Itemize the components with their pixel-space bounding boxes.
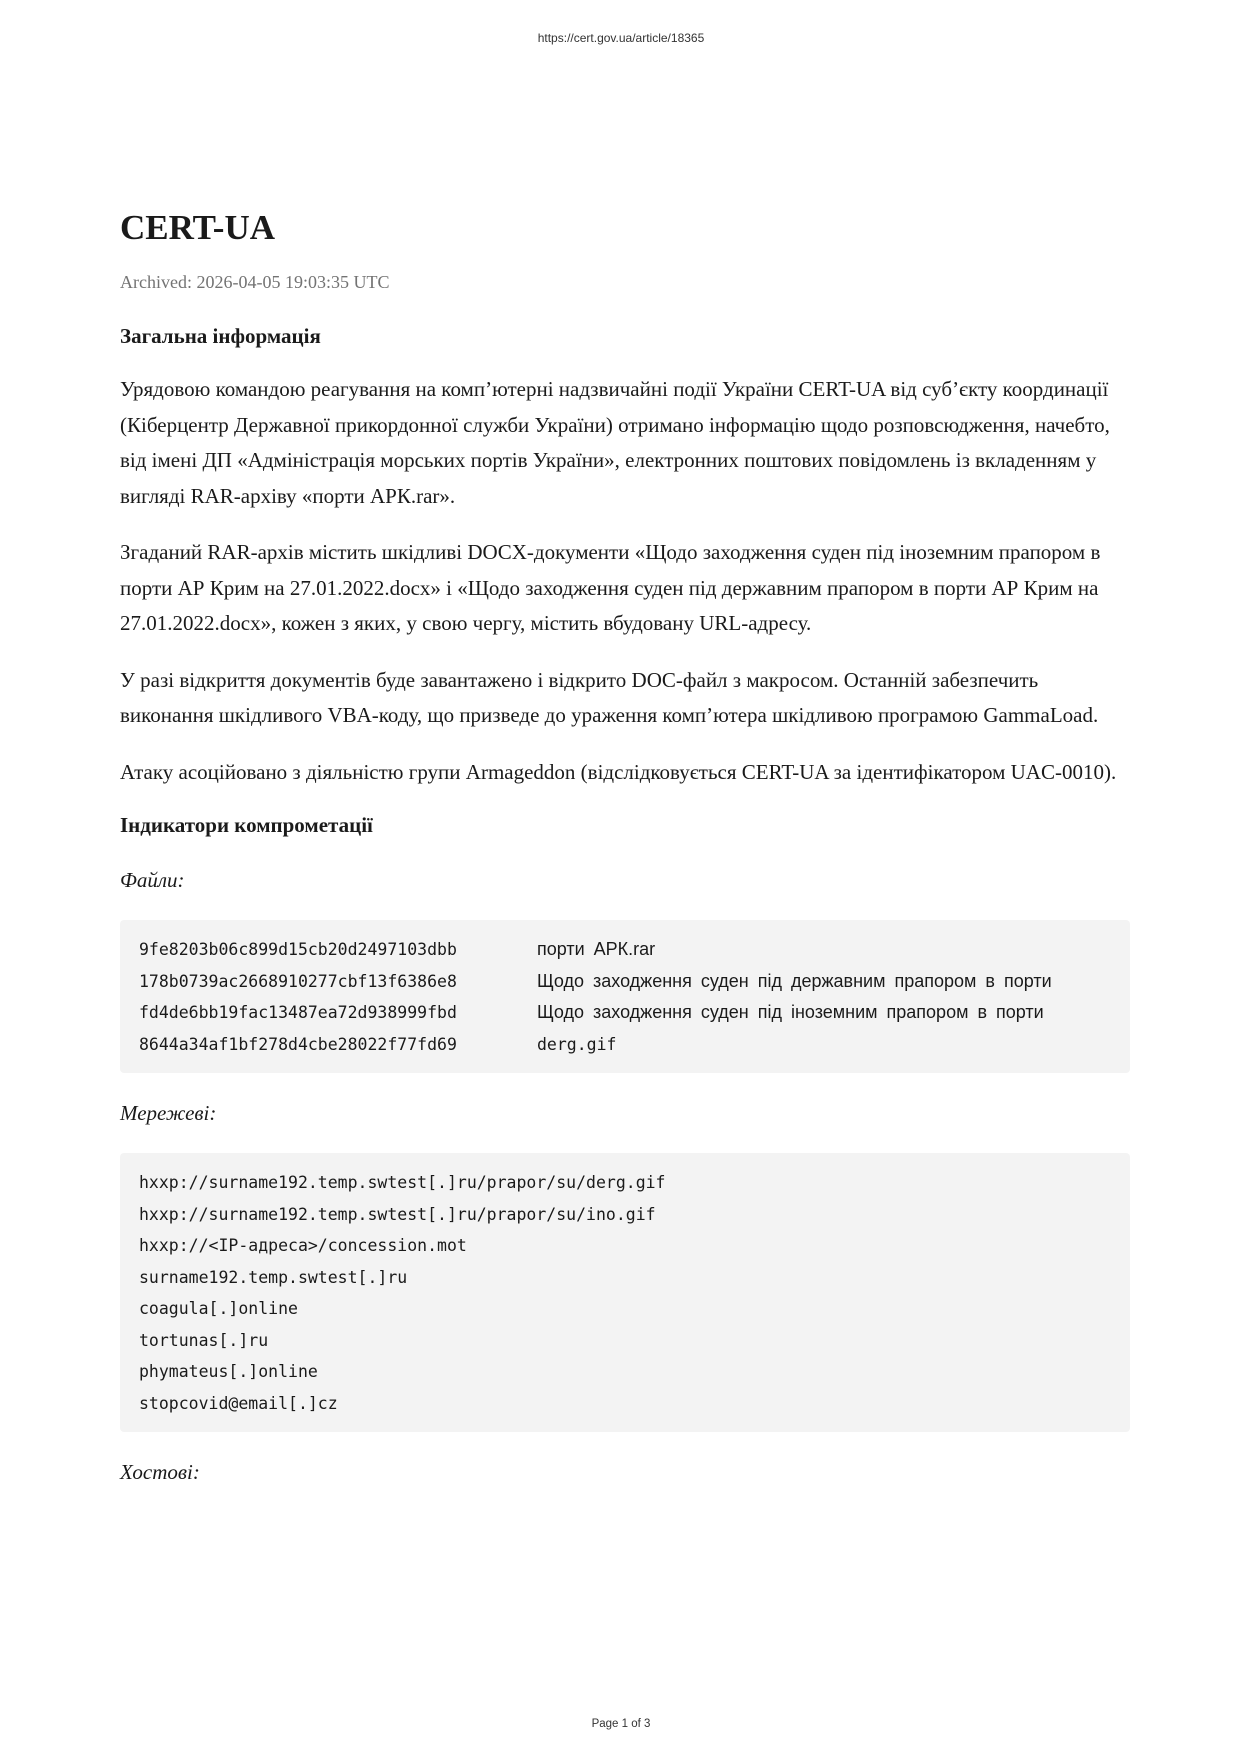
file-row <box>139 997 1130 1029</box>
network-line: hxxp://surname192.temp.swtest[.]ru/prapor/su/ino.gif <box>139 1204 656 1224</box>
paragraph: Атаку асоційовано з діяльністю групи Armageddon (відслідковується CERT-UA за ідентифікатором UAC-0010). <box>120 759 1117 784</box>
page-url: https://cert.gov.ua/article/18365 <box>537 31 705 45</box>
file-hash: fd4de6bb19fac13487ea72d938999fbd <box>139 1003 457 1022</box>
network-label: Мережеві: <box>120 1101 217 1125</box>
files-code-block <box>120 920 1130 1073</box>
network-line: hxxp://surname192.temp.swtest[.]ru/prapor/su/derg.gif <box>139 1173 666 1192</box>
page-title: CERT-UA <box>120 208 276 247</box>
file-row <box>139 1029 1130 1061</box>
files-label: Файли: <box>120 868 185 892</box>
article <box>120 208 1130 1486</box>
file-hash: 8644a34af1bf278d4cbe28022f77fd69 <box>139 1034 457 1054</box>
network-line: stopcovid@email[.]cz <box>139 1393 338 1413</box>
section-heading-ioc: Індикатори компрометації <box>120 813 373 837</box>
archived-timestamp: Archived: 2026-04-05 19:03:35 UTC <box>120 272 390 292</box>
file-name: Щодо заходження суден під іноземним прапором в порти <box>537 1002 1044 1022</box>
section-heading-general: Загальна інформація <box>120 324 321 348</box>
paragraph: У разі відкриття документів буде завантажено і відкрито DOC-файл з макросом. Останній забезпечить виконання шкідливого VBA-коду, що призведе до ураження комп’ютера шкідливою програмою GammaLoad. <box>120 667 1099 727</box>
page-number: Page 1 of 3 <box>591 1718 651 1730</box>
file-hash: 178b0739ac2668910277cbf13f6386e8 <box>139 971 457 991</box>
network-line: tortunas[.]ru <box>139 1330 269 1350</box>
network-line: phymateus[.]online <box>139 1362 318 1381</box>
network-line: hxxp://<IP-адреса>/concession.mot <box>139 1236 467 1255</box>
paragraph: Урядовою командою реагування на комп’ютерні надзвичайні події України CERT-UA від суб’єкту координації (Кіберцентр Державної прикордонної служби України) отримано інформацію щодо розповсюдження, начебто, від імені ДП «Адміністрація морських портів України», електронних поштових повідомлень із вкладенням у вигляді RAR-архіву «порти АРК.rar». <box>120 377 1110 508</box>
file-row <box>139 966 1130 998</box>
network-line: coagula[.]online <box>139 1299 298 1318</box>
file-hash: 9fe8203b06c899d15cb20d2497103dbb <box>139 940 457 959</box>
network-indicators <box>120 1153 1130 1432</box>
paragraph: Згаданий RAR-архів містить шкідливі DOCX-документи «Щодо заходження суден під іноземним прапором в порти АР Крим на 27.01.2022.docx» і «Щодо заходження суден під державним прапором в порти АР Крим на 27.01.2022.docx», кожен з яких, у свою чергу, містить вбудовану URL-адресу. <box>120 540 1101 635</box>
host-label: Хостові: <box>120 1460 200 1484</box>
network-code-block <box>120 1153 1130 1432</box>
file-row <box>139 934 1130 966</box>
file-name: Щодо заходження суден під державним прапором в порти <box>537 970 1052 991</box>
file-name: derg.gif <box>537 1034 617 1054</box>
file-name: порти АРК.rar <box>537 939 656 959</box>
network-line: surname192.temp.swtest[.]ru <box>139 1267 408 1287</box>
